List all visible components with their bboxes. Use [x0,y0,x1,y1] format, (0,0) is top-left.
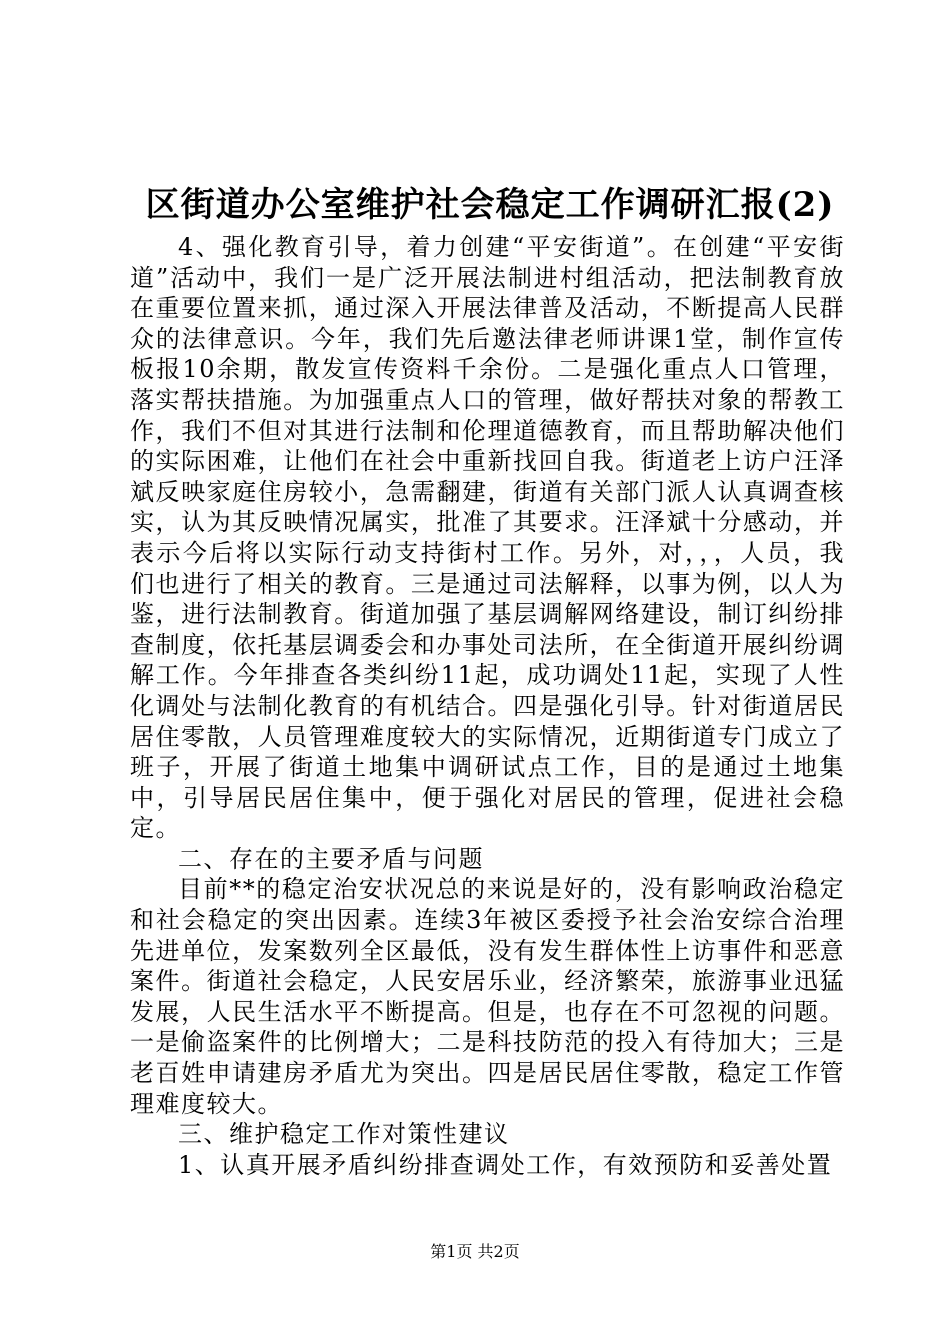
page-number-footer: 第1页 共2页 [430,1242,520,1261]
heading-main-problems: 二、存在的主要矛盾与问题 [178,844,484,873]
paragraph-current-situation: 目前**的稳定治安状况总的来说是好的，没有影响政治稳定和社会稳定的突出因素。连续3年被区委授予社会治安综合治理先进单位，发案数列全区最低，没有发生群体性上访事件和恶意案件。街道社会稳定，人民安居乐业，经济繁荣，旅游事业迅猛发展，人民生活水平不断提高。但是，也存在不可忽视的问题。一是偷盗案件的比例增大；二是科技防范的投入有待加大；三是老百姓申请建房矛盾尤为突出。四是居民居住零散，稳定工作管理难度较大。 [130,875,845,1118]
paragraph-suggestion-1: 1、认真开展矛盾纠纷排查调处工作，有效预防和妥善处置 [178,1150,833,1179]
document-title: 区街道办公室维护社会稳定工作调研汇报(2) [145,185,835,225]
heading-suggestions: 三、维护稳定工作对策性建议 [178,1120,510,1149]
paragraph-safe-street: 4、强化教育引导，着力创建“平安街道”。在创建“平安街道”活动中，我们一是广泛开展法制进村组活动，把法制教育放在重要位置来抓，通过深入开展法律普及活动，不断提高人民群众的法律意识。今年，我们先后邀法律老师讲课1堂，制作宣传板报10余期，散发宣传资料千余份。二是强化重点人口管理，落实帮扶措施。为加强重点人口的管理，做好帮扶对象的帮教工作，我们不但对其进行法制和伦理道德教育，而且帮助解决他们的实际困难，让他们在社会中重新找回自我。街道老上访户汪泽斌反映家庭住房较小，急需翻建，街道有关部门派人认真调查核实，认为其反映情况属实，批准了其要求。汪泽斌十分感动，并表示今后将以实际行动支持街村工作。另外，对，，，人员，我们也进行了相关的教育。三是通过司法解释，以事为例，以人为鉴，进行法制教育。街道加强了基层调解网络建设，制订纠纷排查制度，依托基层调委会和办事处司法所，在全街道开展纠纷调解工作。今年排查各类纠纷11起，成功调处11起，实现了人性化调处与法制化教育的有机结合。四是强化引导。针对街道居民居住零散，人员管理难度较大的实际情况，近期街道专门成立了班子，开展了街道土地集中调研试点工作，目的是通过土地集中，引导居民居住集中，便于强化对居民的管理，促进社会稳定。 [130,233,845,843]
document-body [130,232,845,1180]
